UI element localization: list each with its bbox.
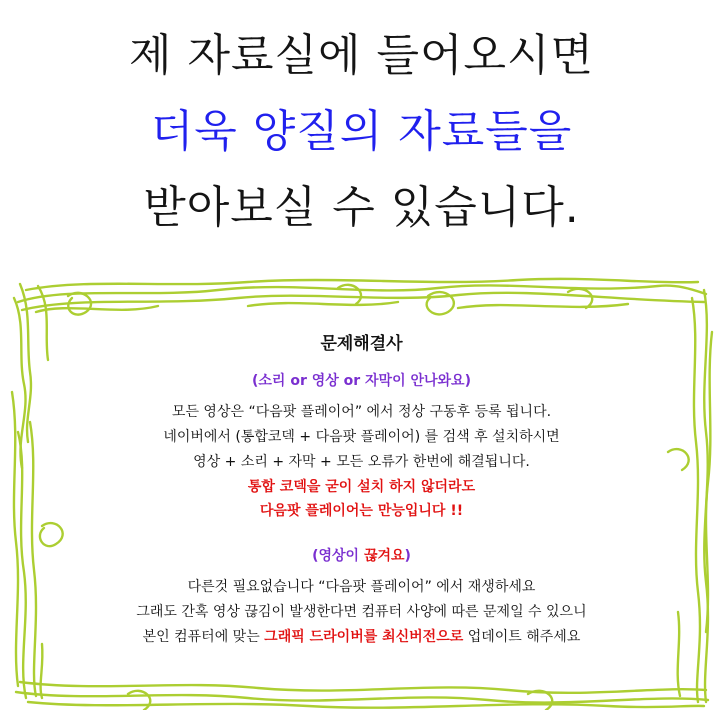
section2-line3-accent: 그래픽 드라이버를 최신버전으로 [264, 629, 464, 645]
section1-line-2: 네이버에서 (통합코덱 + 다음팟 플레이어) 를 검색 후 설치하시면 [163, 429, 560, 445]
headline-line-2: 더욱 양질의 자료들을 [150, 106, 573, 157]
headline-line-1: 제 자료실에 들어오시면 [128, 30, 594, 81]
headline-line-3: 받아보실 수 있습니다. [143, 182, 580, 233]
body-text-block [8, 332, 715, 650]
section2-subtitle [8, 545, 715, 567]
section2-subtitle-suffix: ) [404, 548, 411, 564]
section2-line-3 [8, 625, 715, 650]
framed-content-box [8, 272, 715, 710]
section2-line3-suffix: 업데이트 해주세요 [463, 629, 581, 645]
section2-line-1: 다른것 필요없습니다 “다음팟 플레이어” 에서 재생하세요 [187, 579, 536, 595]
section1-subtitle: (소리 or 영상 or 자막이 안나와요) [252, 373, 471, 389]
section1-emphasis-1: 통합 코덱을 굳이 설치 하지 않더라도 [247, 479, 476, 495]
section1-line-3: 영상 + 소리 + 자막 + 모든 오류가 한번에 해결됩니다. [193, 454, 530, 470]
section2-subtitle-prefix: (영상이 [312, 548, 364, 564]
section2-subtitle-accent: 끊겨요 [363, 548, 405, 564]
section2-line-2: 그래도 간혹 영상 끊김이 발생한다면 컴퓨터 사양에 따른 문제일 수 있으니 [136, 604, 587, 620]
headline-block [0, 18, 723, 246]
section1-line-1: 모든 영상은 “다음팟 플레이어” 에서 정상 구동후 등록 됩니다. [171, 404, 552, 420]
section2-line3-prefix: 본인 컴퓨터에 맞는 [142, 629, 265, 645]
content-title: 문제해결사 [320, 334, 403, 354]
section-divider-space [8, 523, 715, 545]
section1-emphasis-2: 다음팟 플레이어는 만능입니다 !! [259, 503, 464, 519]
